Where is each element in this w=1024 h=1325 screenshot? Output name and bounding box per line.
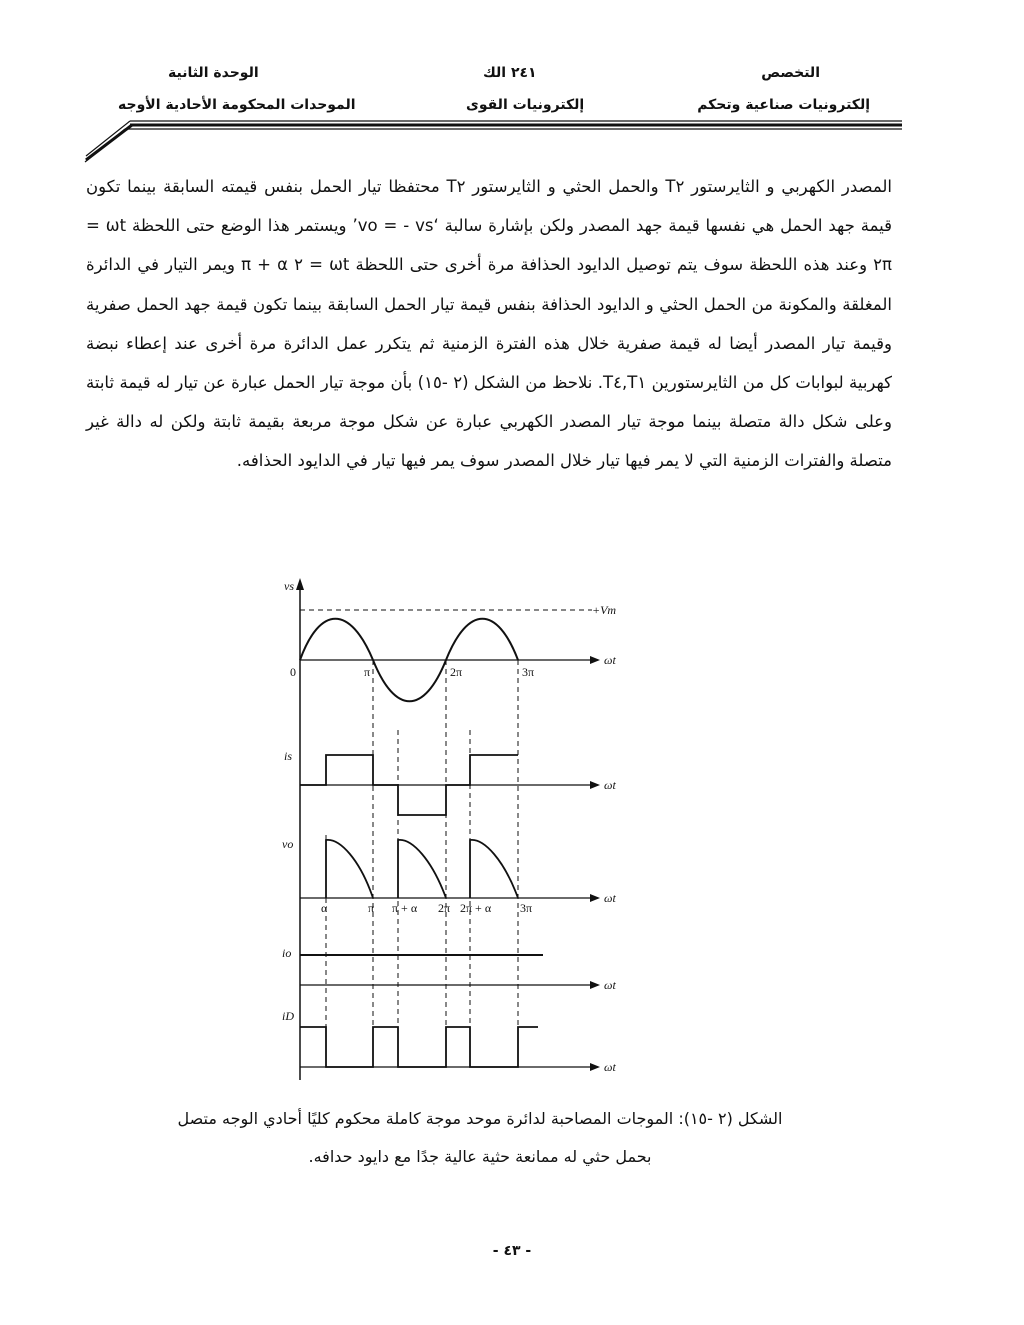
tick-alpha: α [321, 901, 328, 915]
label-is: is [284, 749, 293, 763]
label-io: io [282, 946, 292, 960]
label-iD: iD [282, 1009, 294, 1023]
caption-line-2: بحمل حثي له ممانعة حثية عالية جدًا مع دايود حدافه. [308, 1147, 652, 1166]
header-unit-title: الموحدات المحكومة الأحادية الأوجه [118, 97, 356, 113]
dashed-guides [300, 610, 592, 1060]
header-course-code: ٢٤١ الك [483, 65, 537, 81]
iD-waveform [300, 1027, 538, 1067]
tick-pi: π [364, 665, 371, 679]
label-wt-1: ωt [604, 653, 616, 667]
tick-vo-3pi: 3π [520, 901, 533, 915]
label-wt-4: ωt [604, 978, 616, 992]
header-specialty-label: التخصص [761, 65, 820, 81]
vertical-axis-arrow [296, 578, 304, 590]
time-axes [300, 660, 598, 1067]
label-vs: vs [284, 579, 294, 593]
label-wt-3: ωt [604, 891, 616, 905]
header-course-name: إلكترونيات القوى [466, 97, 585, 113]
figure-caption [96, 1100, 864, 1176]
tick-zero: 0 [290, 665, 296, 679]
time-axis-arrows [590, 656, 600, 1071]
tick-pi-alpha: π + α [392, 901, 418, 915]
label-wt-2: ωt [604, 778, 616, 792]
tick-vo-pi: π [368, 901, 375, 915]
body-paragraph [86, 167, 892, 481]
waveform-figure [262, 548, 662, 1088]
header-rule [80, 118, 905, 166]
tick-3pi: 3π [522, 665, 535, 679]
vo-waveform [326, 840, 518, 898]
page-number: - ٤٣ - [492, 1243, 532, 1259]
paragraph-text: المصدر الكهربي و الثايرستور T٢ والحمل الحثي و الثايرستور T٢ محتفظا تيار الحمل بنفس قيمته السابقة بينما تكون قيمة جهد الحمل هي نفسها قيمة جهد المصدر ولكن بإشارة سالبة ‘vo = - vs’ ويستمر هذا الوضع حتى اللحظة ωt = ٢π وعند هذه اللحظة سوف يتم توصيل الدايود الحذافة مرة أخرى حتى اللحظة ωt = ٢ π + α ويمر التيار في الدائرة المغلقة والمكونة من الحمل الحثي و الدايود الحذافة بنفس قيمة تيار الحمل السابقة بينما تكون قيمة جهد الحمل صفرية وقيمة تيار المصدر أيضا له قيمة صفرية خلال هذه الفترة الزمنية ثم يتكرر عمل الدائرة مرة أخرى عند إعطاء نبضة كهربية لبوابات كل من الثايرستورين T١,T٤. نلاحظ من الشكل (٢ -١٥) بأن موجة تيار الحمل عبارة عن تيار له قيمة ثابتة وعلى شكل دالة متصلة بينما موجة تيار المصدر الكهربي عبارة عن شكل موجة مربعة بقيمة ثابتة ولكن له دالة غير متصلة والفترات الزمنية التي لا يمر فيها تيار خلال المصدر سوف يمر فيها تيار في الدايود الحذافه. [86, 177, 893, 471]
caption-line-1: الشكل (٢ -١٥): الموجات المصاحبة لدائرة موحد موجة كاملة محكوم كليًا أحادي الوجه متصل [177, 1109, 783, 1128]
label-wt-5: ωt [604, 1060, 616, 1074]
label-vo: vo [282, 837, 294, 851]
tick-2pi: 2π [450, 665, 463, 679]
label-vm: +Vm [592, 603, 617, 617]
tick-vo-2pi: 2π [438, 901, 451, 915]
tick-2pi-alpha: 2π + α [460, 901, 492, 915]
header-unit-label: الوحدة الثانية [168, 65, 259, 81]
header-specialty-value: إلكترونيات صناعية وتحكم [697, 97, 870, 113]
